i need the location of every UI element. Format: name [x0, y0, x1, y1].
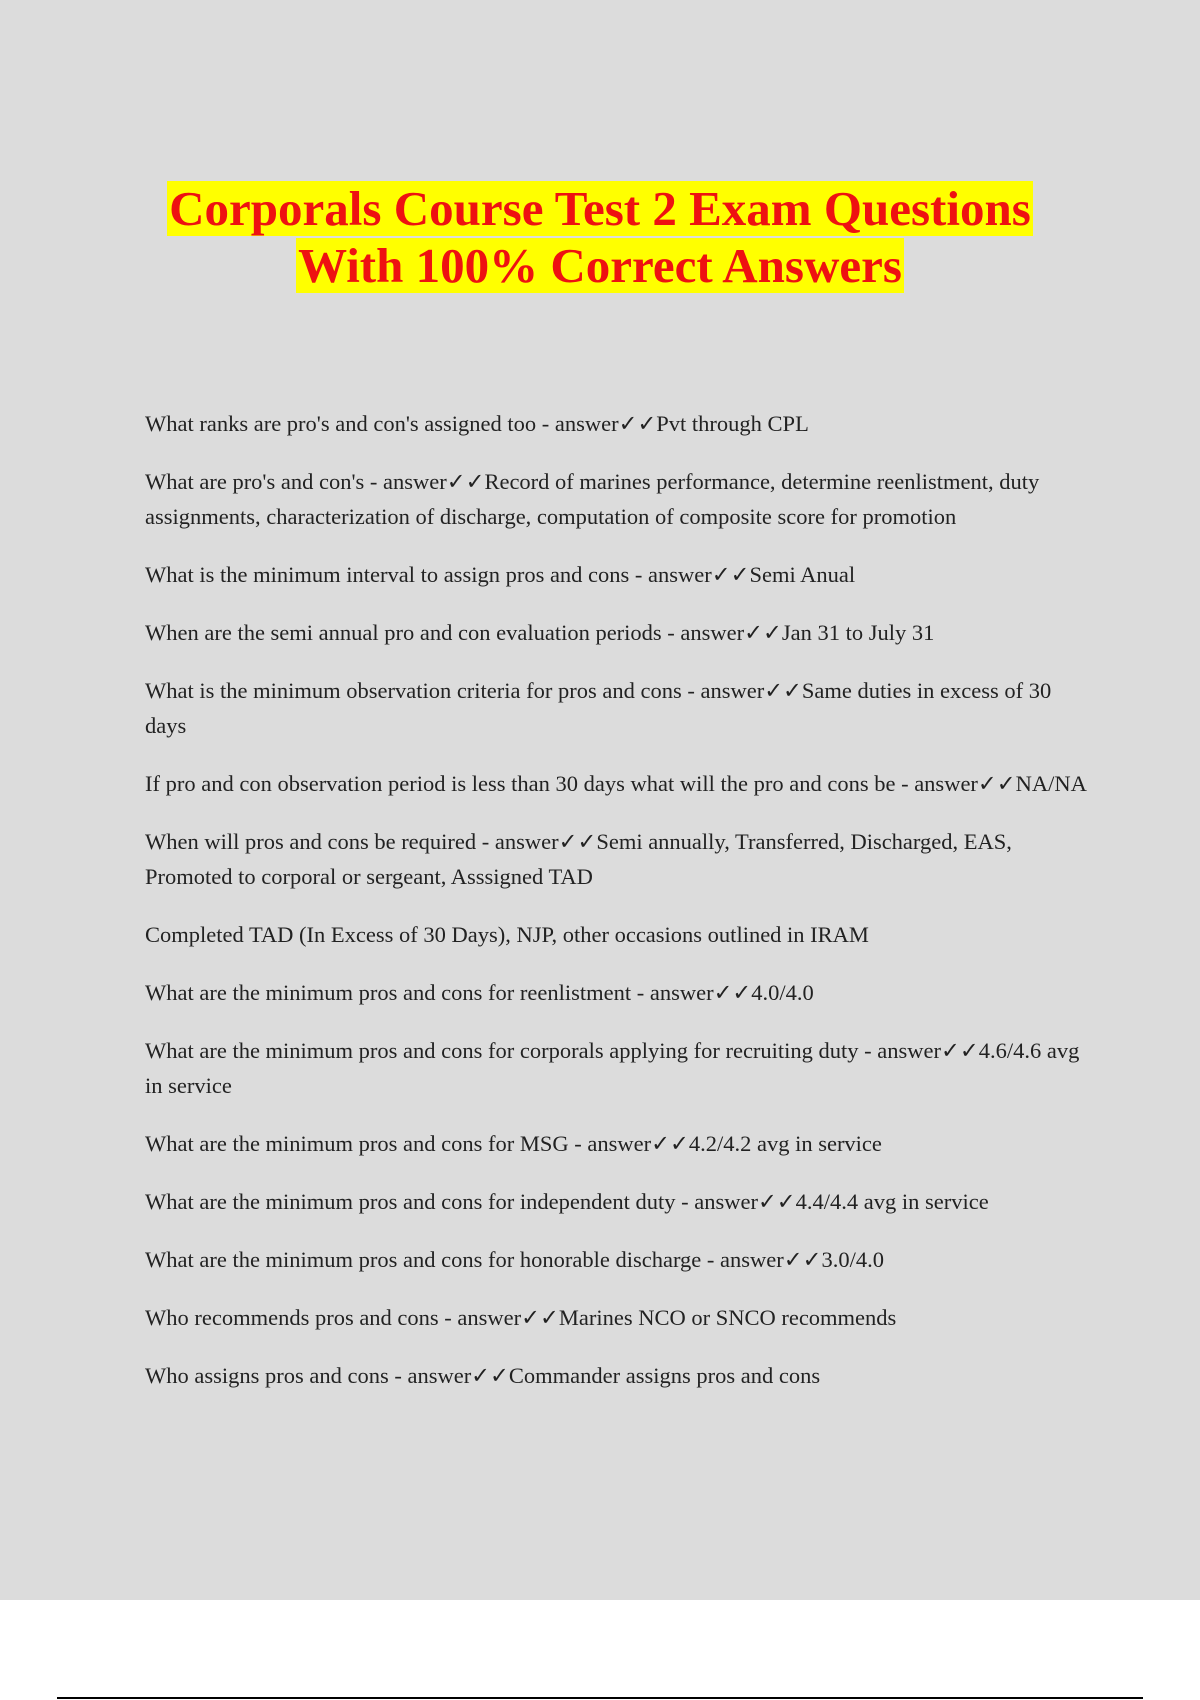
qa-item: What are the minimum pros and cons for MSG - answer✓✓4.2/4.2 avg in service [145, 1131, 882, 1156]
qa-item: What are the minimum pros and cons for corporals applying for recruiting duty - answer✓✓4.6/4.6 avg in service [145, 1038, 1080, 1098]
qa-item: When are the semi annual pro and con evaluation periods - answer✓✓Jan 31 to July 31 [145, 620, 935, 645]
qa-item: What is the minimum interval to assign pros and cons - answer✓✓Semi Anual [145, 562, 856, 587]
qa-item: What are the minimum pros and cons for honorable discharge - answer✓✓3.0/4.0 [145, 1247, 884, 1272]
qa-item: What ranks are pro's and con's assigned too - answer✓✓Pvt through CPL [145, 411, 809, 436]
qa-item: If pro and con observation period is less than 30 days what will the pro and cons be - answer✓✓NA/NA [145, 771, 1087, 796]
qa-item: What is the minimum observation criteria for pros and cons - answer✓✓Same duties in excess of 30 days [145, 678, 1052, 738]
footer-divider [57, 1697, 1143, 1699]
qa-item: Who assigns pros and cons - answer✓✓Commander assigns pros and cons [145, 1363, 821, 1388]
qa-item: Who recommends pros and cons - answer✓✓Marines NCO or SNCO recommends [145, 1305, 897, 1330]
qa-item: What are the minimum pros and cons for independent duty - answer✓✓4.4/4.4 avg in service [145, 1189, 989, 1214]
title-line-1: Corporals Course Test 2 Exam Questions [169, 181, 1031, 236]
qa-item: Completed TAD (In Excess of 30 Days), NJP, other occasions outlined in IRAM [145, 922, 869, 947]
qa-item: What are pro's and con's - answer✓✓Record of marines performance, determine reenlistment, duty assignments, characterization of discharge, computation of composite score for promotion [145, 469, 1040, 529]
document-title [0, 180, 1200, 294]
question-answer-list [145, 406, 1095, 1416]
qa-item: When will pros and cons be required - answer✓✓Semi annually, Transferred, Discharged, EAS, Promoted to corporal or sergeant, Asssigned TAD [145, 829, 1012, 889]
qa-item: What are the minimum pros and cons for reenlistment - answer✓✓4.0/4.0 [145, 980, 814, 1005]
title-line-2: With 100% Correct Answers [298, 238, 902, 293]
